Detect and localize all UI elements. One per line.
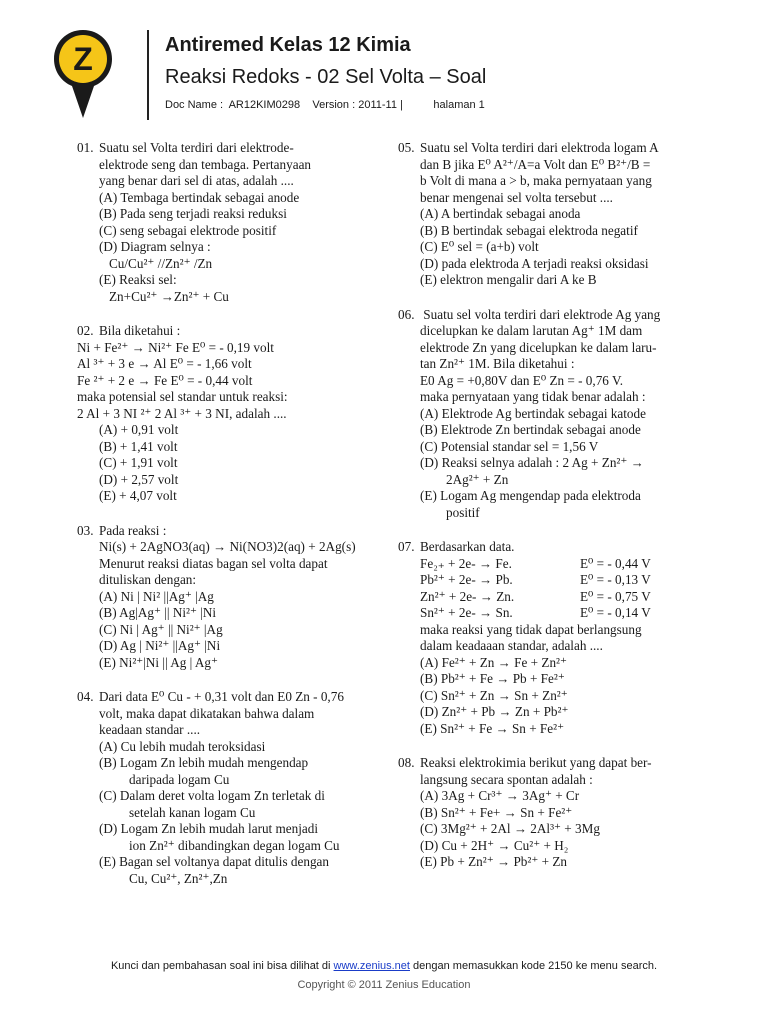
option-e: (E) Bagan sel voltanya dapat ditulis dengan xyxy=(99,854,329,869)
question-text: elektrode seng dan tembaga. Pertanyaan xyxy=(99,156,312,172)
option-e: (E) Sn²⁺ + Fe → Sn + Fe²⁺ xyxy=(420,720,565,736)
option-d-detail: ion Zn²⁺ dibandingkan degan logam Cu xyxy=(129,837,340,853)
option-c: (C) seng sebagai elektrode positif xyxy=(99,222,277,238)
option-c: (C) Dalam deret volta logam Zn terletak di xyxy=(99,788,325,803)
question-text: langsung secara spontan adalah : xyxy=(420,771,593,787)
reaction-line xyxy=(398,605,698,622)
option-e: (E) + 4,07 volt xyxy=(99,488,177,503)
question-number: 05. xyxy=(398,140,415,155)
reaction-line xyxy=(398,556,698,573)
question-text: Pada reaksi : xyxy=(99,522,167,538)
option-a: (A) Ni | Ni² ||Ag⁺ |Ag xyxy=(99,588,214,604)
option-e: (E) elektron mengalir dari A ke B xyxy=(420,272,597,287)
question-text: keadaan standar .... xyxy=(99,722,201,737)
option-b: (B) Elektrode Zn bertindak sebagai anode xyxy=(420,422,641,437)
option-a: (A) Elektrode Ag bertindak sebagai katode xyxy=(420,405,646,421)
option-c: (C) + 1,91 volt xyxy=(99,455,178,470)
page-title: Antiremed Kelas 12 Kimia xyxy=(165,34,411,56)
question-text: benar mengenai sel volta tersebut .... xyxy=(420,189,613,205)
left-column xyxy=(77,140,377,905)
reaction-line: Al ³⁺ + 3 e → Al E⁰ = - 1,66 volt xyxy=(77,356,252,371)
question-number: 03. xyxy=(77,522,94,538)
option-d-detail: 2Ag²⁺ + Zn xyxy=(446,471,509,487)
question-text: Menurut reaksi diatas bagan sel volta dapat xyxy=(99,555,328,571)
electrode-potential: E⁰ = - 0,13 V xyxy=(580,572,651,587)
question-text: Suatu sel Volta terdiri dari elektroda logam A xyxy=(420,140,659,155)
page-subtitle: Reaksi Redoks - 02 Sel Volta – Soal xyxy=(165,66,487,88)
reaction-line xyxy=(398,589,698,606)
question-05 xyxy=(398,140,698,289)
option-c: (C) Sn²⁺ + Zn → Sn + Zn²⁺ xyxy=(420,687,568,703)
question-text: dalam keadaaan standar, adalah .... xyxy=(420,638,603,653)
option-a: (A) Tembaga bertindak sebagai anode xyxy=(99,189,300,205)
question-text: maka pernyataan yang tidak benar adalah : xyxy=(420,389,646,404)
question-06 xyxy=(398,307,698,522)
option-c: (C) 3Mg²⁺ + 2Al → 2Al³⁺ + 3Mg xyxy=(420,821,600,836)
question-text: Reaksi elektrokimia berikut yang dapat ber- xyxy=(420,755,652,770)
option-b: (B) B bertindak sebagai elektroda negatif xyxy=(420,222,638,238)
reaction-line: Ni + Fe²⁺ → Ni²⁺ Fe E⁰ = - 0,19 volt xyxy=(77,339,274,355)
question-text: E0 Ag = +0,80V dan E⁰ Zn = - 0,76 V. xyxy=(420,372,624,388)
option-c: (C) Potensial standar sel = 1,56 V xyxy=(420,438,599,454)
option-b: (B) + 1,41 volt xyxy=(99,438,178,454)
question-text: tan Zn²⁺ 1M. Bila diketahui : xyxy=(420,356,575,371)
option-c-detail: setelah kanan logam Cu xyxy=(129,804,256,820)
right-column xyxy=(398,140,698,889)
question-text: elektrode Zn yang dicelupkan ke dalam laru- xyxy=(420,339,657,355)
option-a: (A) Cu lebih mudah teroksidasi xyxy=(99,738,266,754)
option-b-detail: daripada logam Cu xyxy=(129,771,230,787)
copyright: Copyright © 2011 Zenius Education xyxy=(297,979,471,991)
option-b: (B) Pada seng terjadi reaksi reduksi xyxy=(99,206,287,221)
question-number: 02. xyxy=(77,323,94,338)
option-d-detail: Cu/Cu²⁺ //Zn²⁺ /Zn xyxy=(109,255,213,271)
question-text: Suatu sel volta terdiri dari elektrode Ag yang xyxy=(420,306,661,322)
question-text: Berdasarkan data. xyxy=(420,539,515,554)
option-b: (B) Sn²⁺ + Fe+ → Sn + Fe²⁺ xyxy=(420,804,573,820)
option-d: (D) Logam Zn lebih mudah larut menjadi xyxy=(99,821,318,836)
question-text: yang benar dari sel di atas, adalah .... xyxy=(99,173,294,188)
question-number: 06. xyxy=(398,306,415,322)
question-01 xyxy=(77,140,377,305)
option-d: (D) Reaksi selnya adalah : 2 Ag + Zn²⁺ → xyxy=(420,455,644,470)
question-text: dicelupkan ke dalam larutan Ag⁺ 1M dam xyxy=(420,323,643,338)
half-reaction: Fe₂₊ + 2e- → Fe. xyxy=(420,555,512,571)
question-02 xyxy=(77,323,377,505)
option-a: (A) 3Ag + Cr³⁺ → 3Ag⁺ + Cr xyxy=(420,788,580,803)
option-c: (C) E⁰ sel = (a+b) volt xyxy=(420,239,539,254)
question-text: dan B jika E⁰ A²⁺/A=a Volt dan E⁰ B²⁺/B = xyxy=(420,156,651,172)
option-e-detail: Zn+Cu²⁺ →Zn²⁺ + Cu xyxy=(109,288,229,304)
question-number: 01. xyxy=(77,140,94,155)
option-b: (B) Logam Zn lebih mudah mengendap xyxy=(99,755,309,770)
question-text: Bila diketahui : xyxy=(99,323,181,338)
option-e: (E) Logam Ag mengendap pada elektroda xyxy=(420,488,641,503)
question-08 xyxy=(398,755,698,871)
reaction-line: Fe ²⁺ + 2 e → Fe E⁰ = - 0,44 volt xyxy=(77,372,253,388)
question-text: 2 Al + 3 NI ²⁺ 2 Al ³⁺ + 3 NI, adalah .... xyxy=(77,405,287,421)
question-number: 07. xyxy=(398,539,415,554)
option-a: (A) Fe²⁺ + Zn → Fe + Zn²⁺ xyxy=(420,654,567,670)
option-d: (D) Cu + 2H⁺ → Cu²⁺ + H₂ xyxy=(420,837,569,853)
logo-letter: Z xyxy=(73,41,93,77)
question-04 xyxy=(77,689,377,887)
option-b: (B) Pb²⁺ + Fe → Pb + Fe²⁺ xyxy=(420,671,565,686)
question-text: Suatu sel Volta terdiri dari elektrode- xyxy=(99,140,294,155)
reaction-line xyxy=(398,572,698,589)
question-text: maka reaksi yang tidak dapat berlangsung xyxy=(420,621,642,637)
option-e-detail: Cu, Cu²⁺, Zn²⁺,Zn xyxy=(129,870,228,886)
footer-text: Kunci dan pembahasan soal ini bisa dilihat di xyxy=(110,960,334,972)
question-text: volt, maka dapat dikatakan bahwa dalam xyxy=(99,705,315,721)
option-c: (C) Ni | Ag⁺ || Ni²⁺ |Ag xyxy=(99,621,223,637)
option-e: (E) Pb + Zn²⁺ → Pb²⁺ + Zn xyxy=(420,854,567,869)
option-d: (D) Zn²⁺ + Pb → Zn + Pb²⁺ xyxy=(420,704,569,719)
question-text: dituliskan dengan: xyxy=(99,572,197,587)
question-03 xyxy=(77,523,377,672)
doc-info: Doc Name : AR12KIM0298 Version : 2011-11 | halaman 1 xyxy=(165,99,485,111)
question-07 xyxy=(398,539,698,737)
zenius-logo-icon xyxy=(52,28,114,120)
electrode-potential: E⁰ = - 0,44 V xyxy=(580,555,651,571)
reaction-equation: Ni(s) + 2AgNO3(aq) → Ni(NO3)2(aq) + 2Ag(s) xyxy=(99,539,356,554)
question-number: 08. xyxy=(398,755,415,770)
electrode-potential: E⁰ = - 0,75 V xyxy=(580,588,651,604)
option-d: (D) + 2,57 volt xyxy=(99,471,179,487)
option-b: (B) Ag|Ag⁺ || Ni²⁺ |Ni xyxy=(99,605,217,620)
question-text: maka potensial sel standar untuk reaksi: xyxy=(77,389,288,404)
option-e: (E) Reaksi sel: xyxy=(99,272,177,287)
option-a: (A) A bertindak sebagai anoda xyxy=(420,206,581,221)
header-divider xyxy=(147,30,149,120)
question-text: b Volt di mana a > b, maka pernyataan yang xyxy=(420,173,652,188)
option-e: (E) Ni²⁺|Ni || Ag | Ag⁺ xyxy=(99,654,218,670)
half-reaction: Pb²⁺ + 2e- → Pb. xyxy=(420,572,513,587)
option-d: (D) Diagram selnya : xyxy=(99,239,211,254)
footer-note xyxy=(0,960,768,972)
question-number: 04. xyxy=(77,689,94,704)
half-reaction: Zn²⁺ + 2e- → Zn. xyxy=(420,588,515,604)
option-d: (D) Ag | Ni²⁺ ||Ag⁺ |Ni xyxy=(99,638,221,653)
half-reaction: Sn²⁺ + 2e- → Sn. xyxy=(420,605,513,620)
zenius-link[interactable]: www.zenius.net xyxy=(333,960,410,972)
footer-text: dengan memasukkan kode 2150 ke menu search. xyxy=(409,960,658,972)
option-e-detail: positif xyxy=(446,504,480,520)
option-a: (A) + 0,91 volt xyxy=(99,422,179,437)
electrode-potential: E⁰ = - 0,14 V xyxy=(580,605,651,620)
option-d: (D) pada elektroda A terjadi reaksi oksidasi xyxy=(420,255,649,271)
question-text: Dari data E⁰ Cu - + 0,31 volt dan E0 Zn - 0,76 xyxy=(99,689,344,704)
